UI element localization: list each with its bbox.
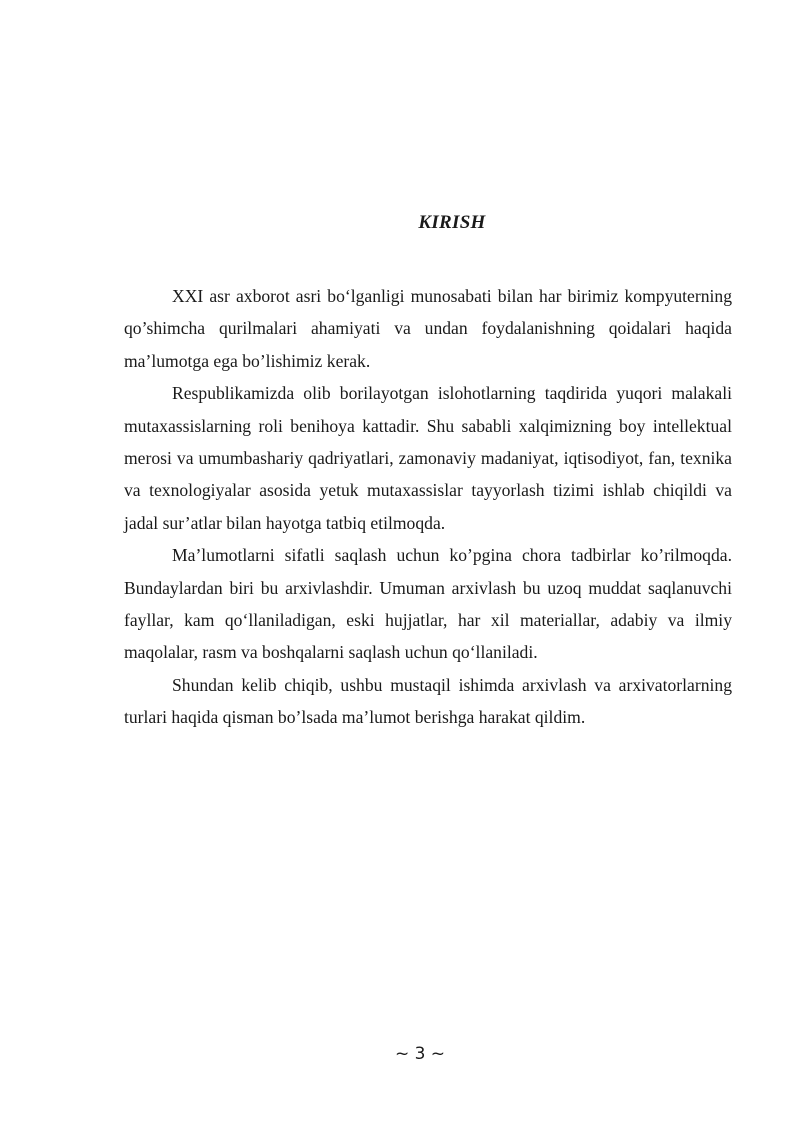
paragraph-3: Ma’lumotlarni sifatli saqlash uchun ko’pgina chora tadbirlar ko’rilmoqda. Bundaylardan biri bu arxivlashdir. Umuman arxivlash bu uzoq muddat saqlanuvchi fayllar, kam qo‘llaniladigan, eski hujjatlar, har xil materiallar, adabiy va ilmiy maqolalar, rasm va boshqalarni saqlash uchun qo‘llaniladi. — [124, 545, 732, 663]
paragraph-4: Shundan kelib chiqib, ushbu mustaqil ishimda arxivlash va arxivatorlarning turlari haqida qisman bo’lsada ma’lumot berishga harakat qildim. — [124, 674, 732, 728]
body-text — [124, 280, 732, 734]
page-title: KIRISH — [418, 212, 486, 233]
page-number: ~ 3 ~ — [394, 1044, 446, 1064]
paragraph-1: XXI asr axborot asri bo‘lganligi munosabati bilan har birimiz kompyuterning qo’shimcha qurilmalari ahamiyati va undan foydalanishning qoidalari haqida ma’lumotga ega bo’lishimiz kerak. — [124, 286, 732, 371]
paragraph-2: Respublikamizda olib borilayotgan islohotlarning taqdirida yuqori malakali mutaxassislarning roli benihoya kattadir. Shu sababli xalqimizning boy intellektual merosi va umumbashariy qadriyatlari, zamonaviy madaniyat, iqtisodiyot, fan, texnika va texnologiyalar asosida yetuk mutaxassislar tayyorlash tizimi ishlab chiqildi va jadal sur’atlar bilan hayotga tatbiq etilmoqda. — [124, 383, 732, 533]
